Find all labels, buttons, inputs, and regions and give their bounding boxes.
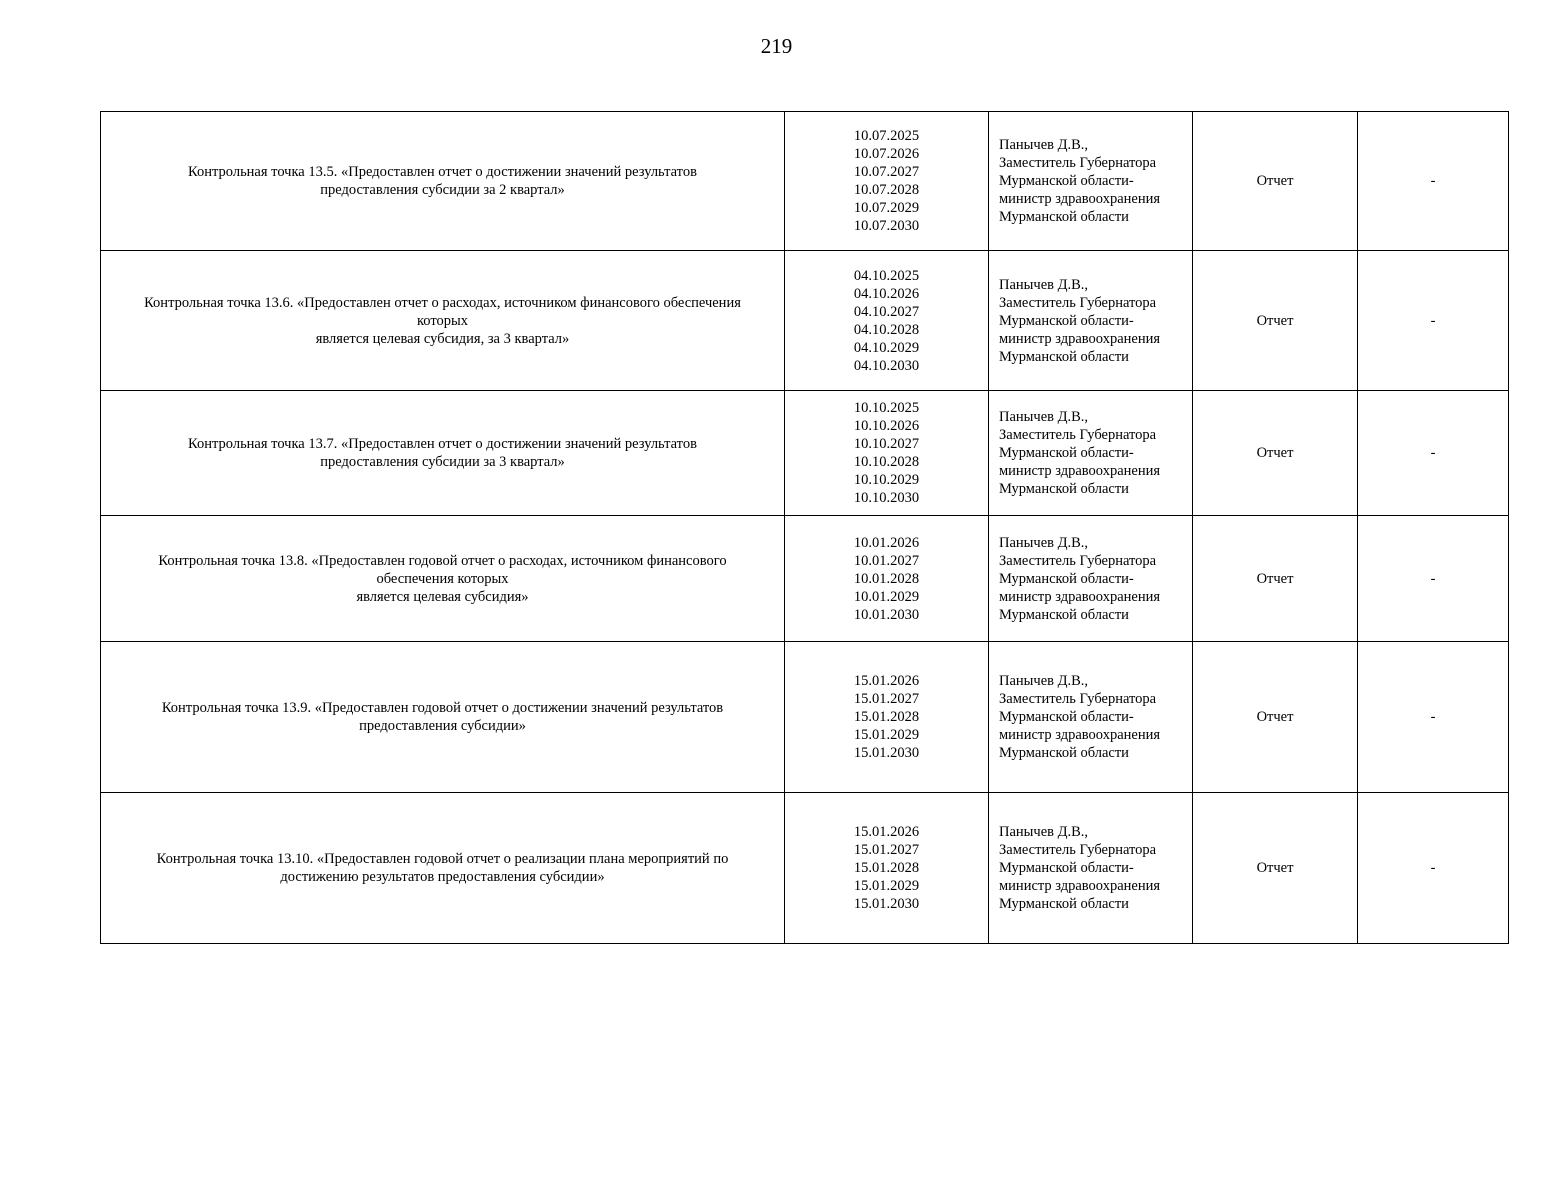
deadline-dates-cell [785,251,989,391]
note-cell: - [1358,251,1509,391]
responsible-line: Панычев Д.В., [999,534,1089,551]
table-row [101,112,1509,251]
document-type-cell: Отчет [1193,391,1358,516]
responsible-line: министр здравоохранения [999,727,1161,743]
responsible-cell [989,391,1193,516]
deadline-date: 15.01.2028 [853,709,920,725]
responsible-line: Панычев Д.В., [999,673,1089,689]
responsible-line: министр здравоохранения [999,330,1161,347]
responsible-line: Мурманской области [999,481,1129,497]
control-point-name-line: предоставления субсидии» [359,718,526,734]
control-point-name-line: Контрольная точка 13.5. «Предоставлен отчет о достижении значений результатов [188,164,697,180]
deadline-date: 15.01.2026 [853,824,920,840]
document-type-cell: Отчет [1193,112,1358,251]
control-point-name-cell [101,112,785,251]
control-point-name-cell [101,391,785,516]
responsible-line: Мурманской области- [999,445,1134,461]
control-point-name-line: которых [416,312,468,329]
control-point-name-cell [101,251,785,391]
responsible-cell [989,112,1193,251]
deadline-date: 04.10.2029 [853,339,920,356]
responsible-line: Заместитель Губернатора [999,294,1157,311]
note-cell: - [1358,112,1509,251]
deadline-date: 10.07.2028 [853,182,920,198]
deadline-date: 15.01.2030 [853,745,920,761]
deadline-date: 04.10.2026 [853,285,920,302]
control-point-name-cell [101,793,785,944]
deadline-date: 15.01.2030 [853,896,920,912]
deadline-date: 15.01.2027 [853,691,920,707]
deadline-date: 10.10.2025 [853,400,920,416]
deadline-dates-cell [785,642,989,793]
control-point-name-line: Контрольная точка 13.6. «Предоставлен отчет о расходах, источником финансового обеспечения [144,294,741,311]
control-point-name-line: Контрольная точка 13.8. «Предоставлен годовой отчет о расходах, источником финансового [158,552,727,569]
responsible-line: Мурманской области [999,209,1129,225]
table-row [101,391,1509,516]
control-point-name-line: обеспечения которых [376,570,509,587]
document-type-cell: Отчет [1193,642,1358,793]
responsible-line: министр здравоохранения [999,191,1161,207]
deadline-dates-cell [785,516,989,642]
table-row [101,642,1509,793]
responsible-line: Панычев Д.В., [999,137,1089,153]
deadline-date: 10.10.2026 [853,418,920,434]
responsible-cell [989,793,1193,944]
document-type-cell: Отчет [1193,793,1358,944]
deadline-date: 10.10.2027 [853,436,920,452]
responsible-line: Панычев Д.В., [999,276,1089,293]
note-cell: - [1358,391,1509,516]
deadline-date: 10.07.2027 [853,164,920,180]
deadline-date: 10.07.2025 [853,128,920,144]
responsible-line: Заместитель Губернатора [999,155,1157,171]
deadline-date: 10.01.2028 [853,570,920,587]
responsible-line: Заместитель Губернатора [999,691,1157,707]
responsible-line: Мурманской области- [999,860,1134,876]
deadline-date: 10.10.2030 [853,490,920,506]
note-cell: - [1358,642,1509,793]
deadline-dates-cell [785,391,989,516]
deadline-date: 15.01.2029 [853,727,920,743]
deadline-dates-cell [785,112,989,251]
document-type-cell: Отчет [1193,251,1358,391]
deadline-date: 10.01.2026 [853,534,920,551]
note-cell: - [1358,793,1509,944]
responsible-line: Заместитель Губернатора [999,427,1157,443]
table-row [101,516,1509,642]
responsible-line: Мурманской области- [999,312,1134,329]
deadline-dates-cell [785,793,989,944]
control-points-table [100,111,1509,944]
responsible-line: Панычев Д.В., [999,824,1089,840]
deadline-date: 04.10.2030 [853,357,920,374]
responsible-cell [989,251,1193,391]
responsible-line: министр здравоохранения [999,463,1161,479]
deadline-date: 10.01.2030 [853,606,920,623]
control-point-name-line: Контрольная точка 13.10. «Предоставлен годовой отчет о реализации плана мероприятий по [156,851,729,867]
deadline-date: 15.01.2028 [853,860,920,876]
control-point-name-line: Контрольная точка 13.7. «Предоставлен отчет о достижении значений результатов [188,436,697,452]
responsible-line: министр здравоохранения [999,878,1161,894]
control-point-name-line: предоставления субсидии за 2 квартал» [320,182,565,198]
deadline-date: 10.10.2028 [853,454,920,470]
responsible-cell [989,642,1193,793]
control-point-name-line: достижению результатов предоставления субсидии» [280,869,605,885]
control-point-name-cell [101,642,785,793]
control-point-name-line: является целевая субсидия» [356,588,529,605]
deadline-date: 10.07.2030 [853,218,920,234]
table-row [101,251,1509,391]
responsible-line: Мурманской области- [999,570,1134,587]
deadline-date: 04.10.2025 [853,267,920,284]
deadline-date: 10.10.2029 [853,472,920,488]
deadline-date: 15.01.2027 [853,842,920,858]
control-point-name-cell [101,516,785,642]
deadline-date: 10.07.2026 [853,146,920,162]
deadline-date: 15.01.2026 [853,673,920,689]
responsible-line: министр здравоохранения [999,588,1161,605]
responsible-line: Мурманской области [999,348,1129,365]
table-row [101,793,1509,944]
responsible-line: Заместитель Губернатора [999,842,1157,858]
responsible-line: Мурманской области- [999,709,1134,725]
control-point-name-line: является целевая субсидия, за 3 квартал» [315,330,570,347]
control-point-name-line: предоставления субсидии за 3 квартал» [320,454,565,470]
responsible-line: Панычев Д.В., [999,409,1089,425]
deadline-date: 04.10.2028 [853,321,920,338]
control-point-name-line: Контрольная точка 13.9. «Предоставлен годовой отчет о достижении значений результатов [161,700,724,716]
deadline-date: 10.01.2029 [853,588,920,605]
responsible-line: Мурманской области [999,896,1129,912]
deadline-date: 10.01.2027 [853,552,920,569]
responsible-line: Мурманской области- [999,173,1134,189]
deadline-date: 10.07.2029 [853,200,920,216]
deadline-date: 04.10.2027 [853,303,920,320]
responsible-cell [989,516,1193,642]
page-number: 219 [760,34,793,58]
responsible-line: Мурманской области [999,606,1129,623]
responsible-line: Заместитель Губернатора [999,552,1157,569]
responsible-line: Мурманской области [999,745,1129,761]
document-type-cell: Отчет [1193,516,1358,642]
deadline-date: 15.01.2029 [853,878,920,894]
note-cell: - [1358,516,1509,642]
